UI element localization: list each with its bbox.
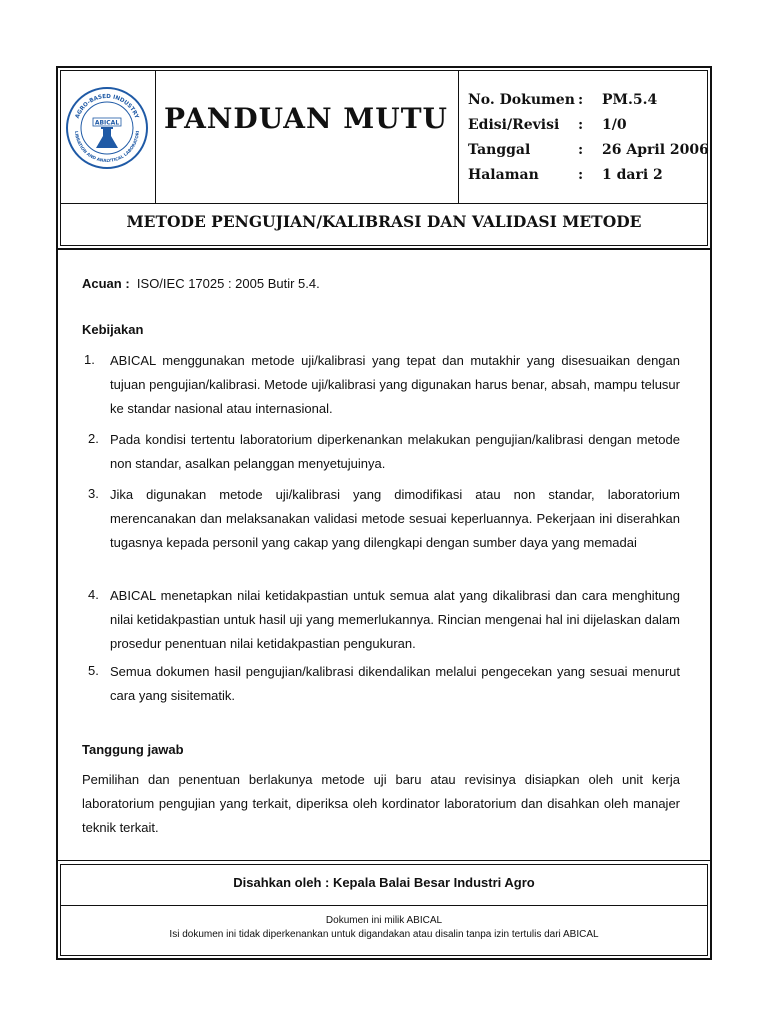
abical-logo — [65, 86, 149, 170]
logo-arc-bottom-text: LIBRATION AND ANALYTICAL LABORATORI — [73, 130, 140, 164]
list-item-text: ABICAL menggunakan metode uji/kalibrasi yang tepat dan mutakhir yang disesuaikan dengan tujuan pengujian/kalibrasi. Metode uji/kalibrasi yang digunakan harus benar, absah, mampu telusur ke standar nasional atau internasional. — [110, 353, 680, 416]
approval-text: Disahkan oleh : Kepala Balai Besar Industri Agro — [233, 875, 535, 890]
manual-title: PANDUAN MUTU — [164, 102, 448, 135]
copy-restriction-note: Isi dokumen ini tidak diperkenankan untuk digandakan atau disalin tanpa izin tertulis dari ABICAL — [169, 929, 599, 940]
responsibility-heading: Tanggung jawab — [82, 742, 184, 757]
meta-row-doc-number — [468, 92, 709, 117]
meta-value: 1 dari 2 — [602, 167, 663, 183]
document-title: METODE PENGUJIAN/KALIBRASI DAN VALIDASI METODE — [126, 212, 642, 231]
flask-icon — [96, 129, 118, 148]
reference-line — [82, 276, 320, 291]
meta-colon: : — [578, 167, 584, 183]
list-item-number: 2. — [88, 431, 99, 446]
meta-row-date — [468, 142, 709, 167]
responsibility-paragraph: Pemilihan dan penentuan berlakunya metode uji baru atau revisinya disiapkan oleh unit kerja laboratorium pengujian yang terkait, diperiksa oleh kordinator laboratorium dan disahkan oleh manajer teknik terkait. — [82, 772, 680, 835]
meta-row-page — [468, 167, 709, 192]
list-item-number: 4. — [88, 587, 99, 602]
meta-label: Halaman — [468, 167, 539, 183]
header-divider-meta — [458, 70, 459, 204]
ownership-note: Dokumen ini milik ABICAL — [325, 915, 443, 926]
list-item-number: 3. — [88, 486, 99, 501]
reference-value: ISO/IEC 17025 : 2005 Butir 5.4. — [136, 276, 320, 291]
list-item-text: ABICAL menetapkan nilai ketidakpastian untuk semua alat yang dikalibrasi dan cara menghitung nilai ketidakpastian untuk hasil uji yang memerlukannya. Rincian mengenai hal ini dijelaskan dalam prosedur penentuan nilai ketidakpastian pengukuran. — [110, 588, 680, 651]
meta-value: 1/0 — [602, 117, 627, 133]
meta-row-edition — [468, 117, 709, 142]
meta-label: Edisi/Revisi — [468, 117, 560, 133]
list-item-number: 1. — [84, 352, 95, 367]
header-divider-logo — [155, 70, 156, 204]
logo-brand: ABICAL — [94, 119, 120, 127]
list-item-text: Pada kondisi tertentu laboratorium diperkenankan melakukan pengujian/kalibrasi dengan metode non standar, asalkan pelanggan menyetujuinya. — [110, 432, 680, 471]
meta-colon: : — [578, 117, 584, 133]
policy-heading: Kebijakan — [82, 322, 144, 337]
meta-value: 26 April 2006 — [602, 142, 709, 158]
meta-colon: : — [578, 142, 584, 158]
meta-colon: : — [578, 92, 584, 108]
list-item-text: Semua dokumen hasil pengujian/kalibrasi dikendalikan melalui pengecekan yang sesuai menurut cara yang sisitematik. — [110, 664, 680, 703]
document-meta — [468, 92, 709, 192]
logo-arc-top-text: AGRO-BASED INDUSTRY — [74, 93, 140, 120]
meta-label: Tanggal — [468, 142, 531, 158]
list-item-text: Jika digunakan metode uji/kalibrasi yang dimodifikasi atau non standar, laboratorium merencanakan dan melaksanakan validasi metode sesuai keperluannya. Pekerjaan ini diserahkan tugasnya kepada personil yang cakap yang dilengkapi dengan sumber daya yang memadai — [110, 487, 680, 550]
reference-label: Acuan : — [82, 276, 130, 291]
meta-label: No. Dokumen — [468, 92, 575, 108]
meta-value: PM.5.4 — [602, 92, 658, 108]
list-item-number: 5. — [88, 663, 99, 678]
